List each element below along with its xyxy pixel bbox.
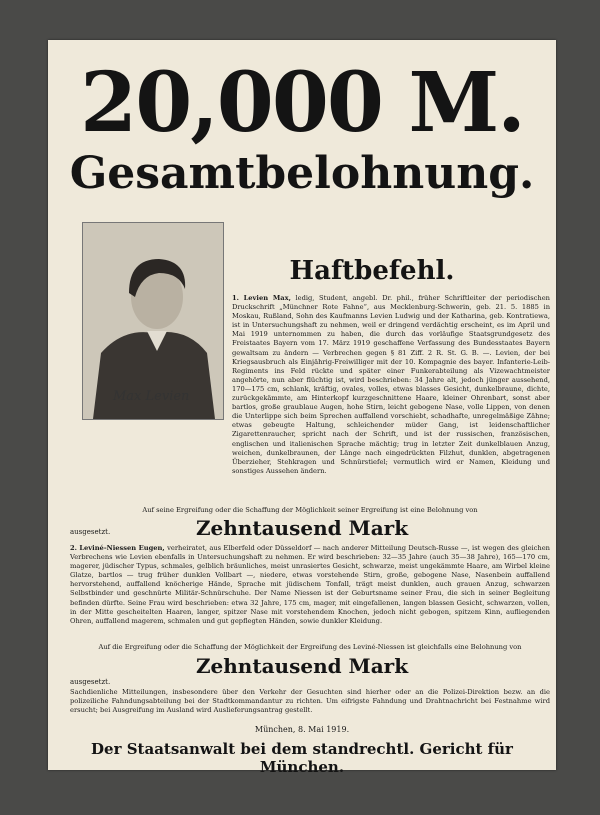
ausgesetzt-2: ausgesetzt. [70,678,111,686]
portrait-signature: Max Levien [113,389,190,404]
suspect1-reward-text: Auf seine Ergreifung oder die Schaffung der Möglichkeit seiner Ergreifung ist eine Belohnung von [142,506,478,514]
issue-date: München, 8. Mai 1919. [254,725,350,734]
suspect1-description [232,294,550,476]
total-reward-heading: Gesamtbelohnung. [69,148,535,199]
suspect1-name: Levien Max, [243,294,291,302]
suspect2-number: 2. [70,544,77,552]
suspect1-number: 1. [232,294,239,302]
suspect1-text: ledig, Student, angebl. Dr. phil., früher Schriftleiter der periodischen Druckschrift „Münchner Rote Fahne“, aus Mecklenburg-Schwerin, geb. 21. 5. 1885 in Moskau, Rußland, Sohn des Kaufmanns Levien Ludwig und der Katharina, geb. Kontratiewa, ist in Untersuchungshaft zu nehmen, weil er dringend verdächtig erscheint, es im April und Mai 1919 unternommen zu haben, die durch das vorläufige Staatsgrundgesetz des Freistaates Bayern vom 17. März 1919 geschaffene Verfassung des Bundesstaates Bayern gewaltsam zu ändern — Verbrechen gegen § 81 Ziff. 2 R. St. G. B. —. Levien, der bei Kriegsausbruch als Einjährig-Freiwilliger mit der 10. Kompagnie des bayer. Infanterie-Leib-Regiments ins Feld rückte und später einer Funkerabteilung als Vizewachtmeister angehörte, nun aber flüchtig ist, wird beschrieben: 34 Jahre alt, jedoch jünger aussehend, 170—175 cm, schlank, kräftig, ovales, volles, etwas blasses Gesicht, dunkelbraune, dichte, zurückgekämmte, am Hinterkopf kurzgeschnittene Haare, kleiner Ohrenbart, sonst aber bartlos, große graublaue Augen, hohe Stirn, leicht gebogene Nase, volle Lippen, von denen die Unterlippe sich beim Sprechen auffallend vorschiebt, schadhafte, unregelmäßige Zähne; etwas gebeugte Haltung, schleichender müder Gang, ist leidenschaftlicher Zigarettenraucher, spricht nach der Schrift, und ist der russischen, französischen, englischen und italienischen Sprache mächtig; trug in letzter Zeit dunkelblauen Anzug, weichen, dunkelbraunen, der Länge nach eingedrückten Filzhut, dunklen, abgetragenen Überzieher, Stehkragen und Schnürstiefel; vermutlich wird er Namen, Kleidung und sonstiges Aussehen ändern. [232,294,550,475]
suspect-portrait [82,222,224,420]
suspect2-description [70,544,550,626]
wanted-poster [48,40,556,776]
suspect2-text: verheiratet, aus Elberfeld oder Düsseldorf — nach anderer Mitteilung Deutsch-Russe —, ist wegen des gleichen Verbrechens wie Levien ebenfalls in Untersuchungshaft zu nehmen. Er wird beschrieben: 32—35 Jahre (auch 35—38 Jahre), 165—170 cm, magerer, jüdischer Typus, schmales, gelblich bräunliches, meist unrasiertes Gesicht, schwarze, meist ungekämmte Haare, am Wirbel kleine Glatze, bartlos — trug früher dunklen Vollbart —, niedere, etwas vorstehende Stirn, große, gebogene Nase, Nasenbein auffallend hervorstehend, auffallend knöcherige Hände, Sprache mit jüdischem Tonfall, trägt meist dunklen, auch grauen Anzug, schwarzen Selbstbinder und geschnürte Militär-Schnürschuhe. Der Name Niessen ist der Geburtsname seiner Frau, die sich in seiner Begleitung befinden dürfte. Seine Frau wird beschrieben: etwa 32 Jahre, 175 cm, mager, mit eingefallenen, langen blassen Gesicht, schwarzen, vollen, in der Mitte gescheitelten Haaren, langer, spitzer Nase mit vorstehendem Knochen, jedoch nicht gebogen, spitzem Kinn, aufliegenden Ohren, auffallend magerem, schmalen und gut gepflegten Händen, sowie dunkler Kleidung. [70,544,550,625]
closing-text: Sachdienliche Mitteilungen, insbesondere über den Verkehr der Gesuchten sind hierher oder an die Polizei-Direktion bezw. an die polizeiliche Fahndungsabteilung bei der Stadtkommandantur zu richten. Um eifrigste Fahndung und Drahtnachricht bei Festnahme wird ersucht; bei Ausgreifung im Ausland wird Auslieferungsantrag gestellt. [70,688,550,715]
ausgesetzt-1: ausgesetzt. [70,528,111,536]
amount2-heading: Zehntausend Mark [195,654,409,678]
suspect2-reward-text: Auf die Ergreifung oder die Schaffung der Möglichkeit der Ergreifung des Leviné-Niessen ist gleichfalls eine Belohnung von [98,643,522,651]
issuer-footer: Der Staatsanwalt bei dem standrechtl. Gericht für München. [91,740,513,776]
suspect2-name: Leviné-Niessen Eugen, [79,544,165,552]
amount1-heading: Zehntausend Mark [195,516,409,540]
reward-amount-heading: 20,000 M. [80,55,524,151]
warrant-title: Haftbefehl. [289,256,455,286]
